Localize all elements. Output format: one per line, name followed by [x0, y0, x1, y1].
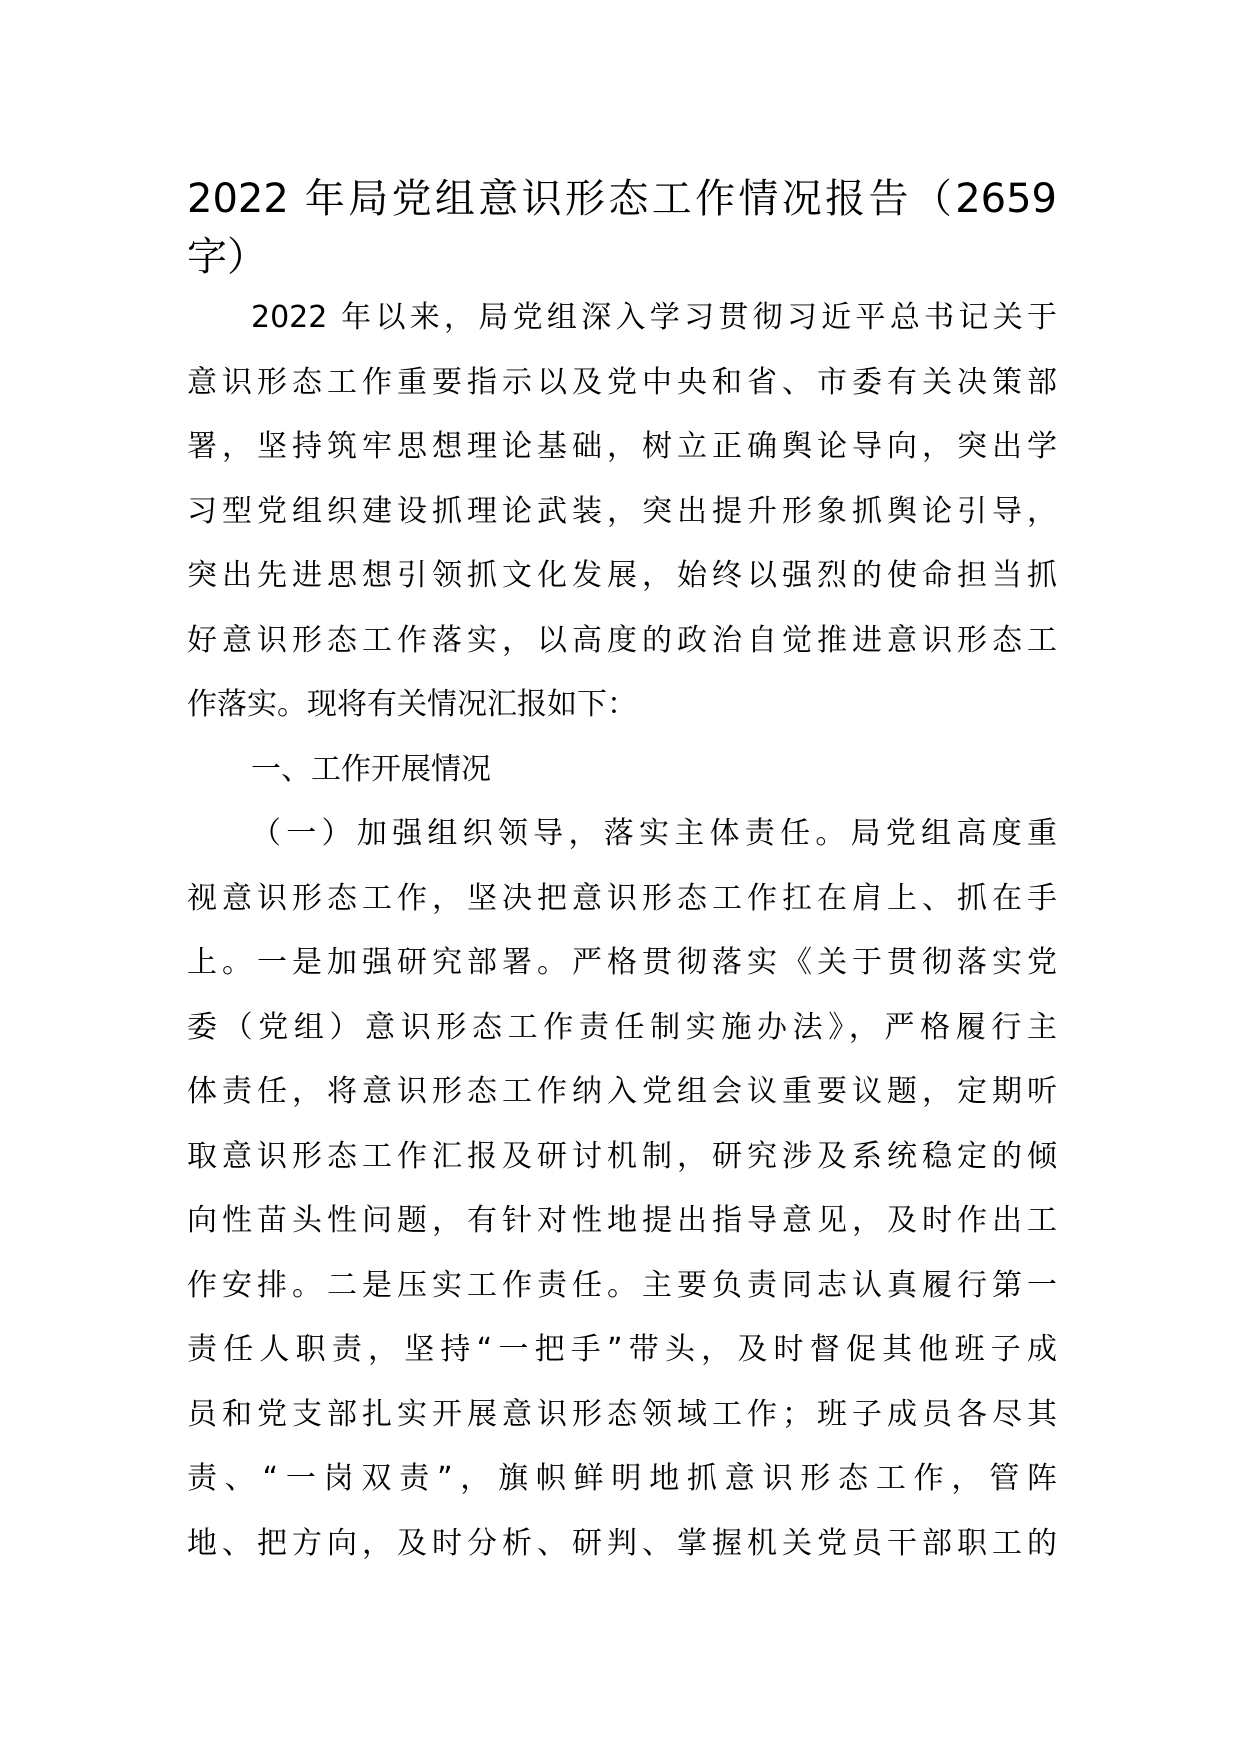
- text-line: 2022 年以来，局党组深入学习贯彻习近平总书记关于: [251, 300, 1057, 335]
- title-line: 字）: [187, 234, 267, 280]
- section-heading: [187, 738, 1057, 803]
- text-line: 署，坚持筑牢思想理论基础，树立正确舆论导向，突出学: [187, 429, 1057, 464]
- text-line: 突出先进思想引领抓文化发展，始终以强烈的使命担当抓: [187, 558, 1057, 593]
- text-line: 向性苗头性问题，有针对性地提出指导意见，及时作出工: [187, 1203, 1057, 1238]
- body-paragraph: [187, 802, 1057, 1576]
- text-line: 好意识形态工作落实，以高度的政治自觉推进意识形态工: [187, 622, 1057, 658]
- text-line: （一）加强组织领导，落实主体责任。局党组高度重: [251, 816, 1057, 851]
- text-line: 作安排。二是压实工作责任。主要负责同志认真履行第一: [187, 1267, 1057, 1303]
- text-line: 委（党组）意识形态工作责任制实施办法》，严格履行主: [187, 1009, 1057, 1045]
- text-line: 责任人职责，坚持“一把手”带头，及时督促其他班子成: [187, 1332, 1057, 1367]
- text-line: 上。一是加强研究部署。严格贯彻落实《关于贯彻落实党: [187, 945, 1057, 980]
- heading-line: 一、工作开展情况: [251, 751, 491, 787]
- text-line: 责、“一岗双责”，旗帜鲜明地抓意识形态工作，管阵: [187, 1461, 1057, 1496]
- intro-paragraph: [187, 286, 1057, 738]
- text-line: 地、把方向，及时分析、研判、掌握机关党员干部职工的: [187, 1525, 1057, 1561]
- text-line: 员和党支部扎实开展意识形态领域工作；班子成员各尽其: [187, 1396, 1057, 1432]
- text-line: 意识形态工作重要指示以及党中央和省、市委有关决策部: [187, 364, 1057, 400]
- document-body: [187, 170, 1057, 1576]
- text-line: 体责任，将意识形态工作纳入党组会议重要议题，定期听: [187, 1074, 1057, 1109]
- title-line: 2022 年局党组意识形态工作情况报告（2659: [187, 176, 1057, 222]
- text-line: 习型党组织建设抓理论武装，突出提升形象抓舆论引导，: [187, 493, 1057, 529]
- document-title: [187, 170, 1057, 286]
- text-line: 视意识形态工作，坚决把意识形态工作扛在肩上、抓在手: [187, 880, 1057, 916]
- text-line: 作落实。现将有关情况汇报如下：: [187, 687, 637, 722]
- text-line: 取意识形态工作汇报及研讨机制，研究涉及系统稳定的倾: [187, 1138, 1057, 1174]
